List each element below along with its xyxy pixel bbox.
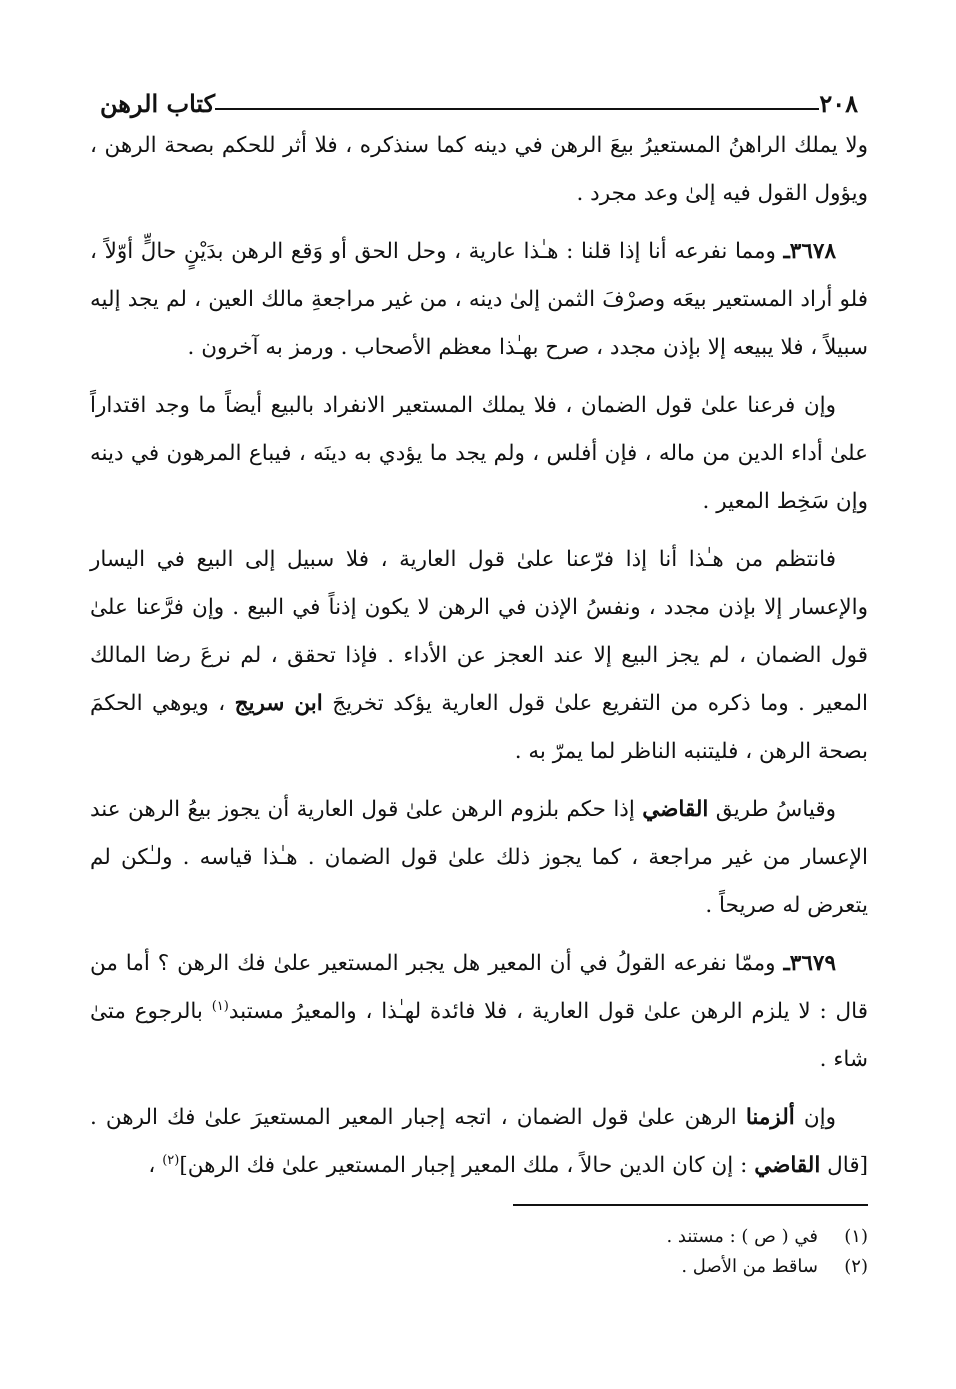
numbered-paragraph	[90, 228, 868, 372]
paragraph-text: وإن فرعنا علىٰ قول الضمان ، فلا يملك المستعير الانفراد بالبيع أيضاً ما وجد اقتداراً علىٰ أداء الدين من ماله ، فإن أفلس ، ولم يجد ما يؤدي به دينَه ، فيباع المرهون في دينه وإن سَخِط المعير .	[90, 393, 868, 514]
main-text	[90, 122, 868, 1190]
page-number: ٢٠٨	[819, 89, 858, 118]
paragraph-text: ومما نفرعه أنا إذا قلنا : هـٰذا عارية ، وحل الحق أو وَقع الرهن بدَيْنٍ حالٍّ أوّلاً ، فلو أراد المستعير بيعَه وصرْفَ الثمن إلىٰ دينه ، من غير مراجعةِ مالك العين ، لم يجد إليه سبيلاً ، فلا يبيعه إلا بإذن مجدد ، صرح بهـٰذا معظم الأصحاب . ورمز به آخرون .	[90, 239, 868, 360]
footnote-ref[interactable]: (٢)	[162, 1152, 180, 1168]
paragraph	[90, 786, 868, 930]
paragraph-text: فانتظم من هـٰذا أنا إذا فرّعنا علىٰ قول العارية ، فلا سبيل إلى البيع في اليسار والإعسار إلا بإذن مجدد ، ونفسُ الإذن في الرهن لا يكون إذناً في البيع . وإن فرَّعنا علىٰ قول الضمان ، لم يجز البيع إلا عند العجز عن الأداء . فإذا تحقق ، لم نرعَ رضا المالك المعير . وما ذكره من التفريع علىٰ قول العارية يؤكد تخريجَ	[90, 547, 869, 716]
running-header	[90, 78, 868, 118]
header-rule	[215, 108, 819, 110]
footnote-divider	[513, 1204, 868, 1206]
footnote-text: ساقط من الأصل .	[681, 1256, 818, 1277]
paragraph-text: إذا حكم بلزوم الرهن علىٰ قول العارية أن يجوز بيعُ الرهن عند الإعسار من غير مراجعة ، كما يجوز ذلك علىٰ قول الضمان . هـٰذا قياسه . ولـٰكن لم يتعرض له صريحاً .	[90, 797, 868, 918]
numbered-paragraph	[90, 940, 868, 1084]
paragraph-text: وممّا نفرعه القولُ في أن المعير هل يجبر المستعير علىٰ فك الرهن ؟ أما من قال : لا يلزم الرهن علىٰ قول العارية ، فلا فائدة لهـٰذا ، والمعيرُ مستبد	[90, 951, 868, 1024]
paragraph-text: وقياسُ طريق	[708, 797, 836, 822]
footnotes	[90, 1222, 868, 1282]
footnote	[90, 1222, 868, 1252]
paragraph-text: بالرجوع متىٰ شاء .	[90, 999, 868, 1072]
footnote-number: (١)	[844, 1226, 868, 1247]
paragraph	[90, 122, 868, 218]
paragraph-text: ولا يملك الراهنُ المستعيرُ بيعَ الرهن في دينه كما سنذكره ، فلا أثر للحكم بصحة الرهن ، ويؤول القول فيه إلىٰ وعد مجرد .	[90, 133, 868, 206]
book-title: كتاب الرهن	[100, 89, 216, 118]
scholar-name: ابن سريج	[234, 691, 323, 716]
paragraph-text: الرهن علىٰ قول الضمان ، اتجه إجبار المعير المستعيرَ علىٰ فك الرهن . [قال	[90, 1105, 868, 1178]
paragraph-number: ٣٦٧٩ـ	[783, 951, 836, 976]
footnote-ref[interactable]: (١)	[211, 998, 229, 1014]
footnote-number: (٢)	[844, 1256, 868, 1277]
paragraph-text: : إن كان الدين حالاً ، ملك المعير إجبار المستعير علىٰ فك الرهن]	[179, 1153, 755, 1178]
paragraph-text: ،	[148, 1153, 163, 1178]
scholar-name: القاضي	[754, 1153, 821, 1178]
paragraph	[90, 536, 868, 776]
footnote-text: في ( ص ) : مستند .	[666, 1226, 818, 1247]
paragraph	[90, 382, 868, 526]
paragraph-text: ، ويوهي الحكمَ بصحة الرهن ، فليتنبه الناظر لما يمرّ به .	[90, 691, 868, 764]
footnote	[90, 1252, 868, 1282]
scholar-name: القاضي	[642, 797, 709, 822]
paragraph	[90, 1094, 868, 1190]
paragraph-number: ٣٦٧٨ـ	[783, 239, 836, 264]
emphasized-word: ألزمنا	[745, 1105, 795, 1130]
paragraph-text: وإن	[794, 1105, 836, 1130]
page	[90, 78, 868, 1282]
